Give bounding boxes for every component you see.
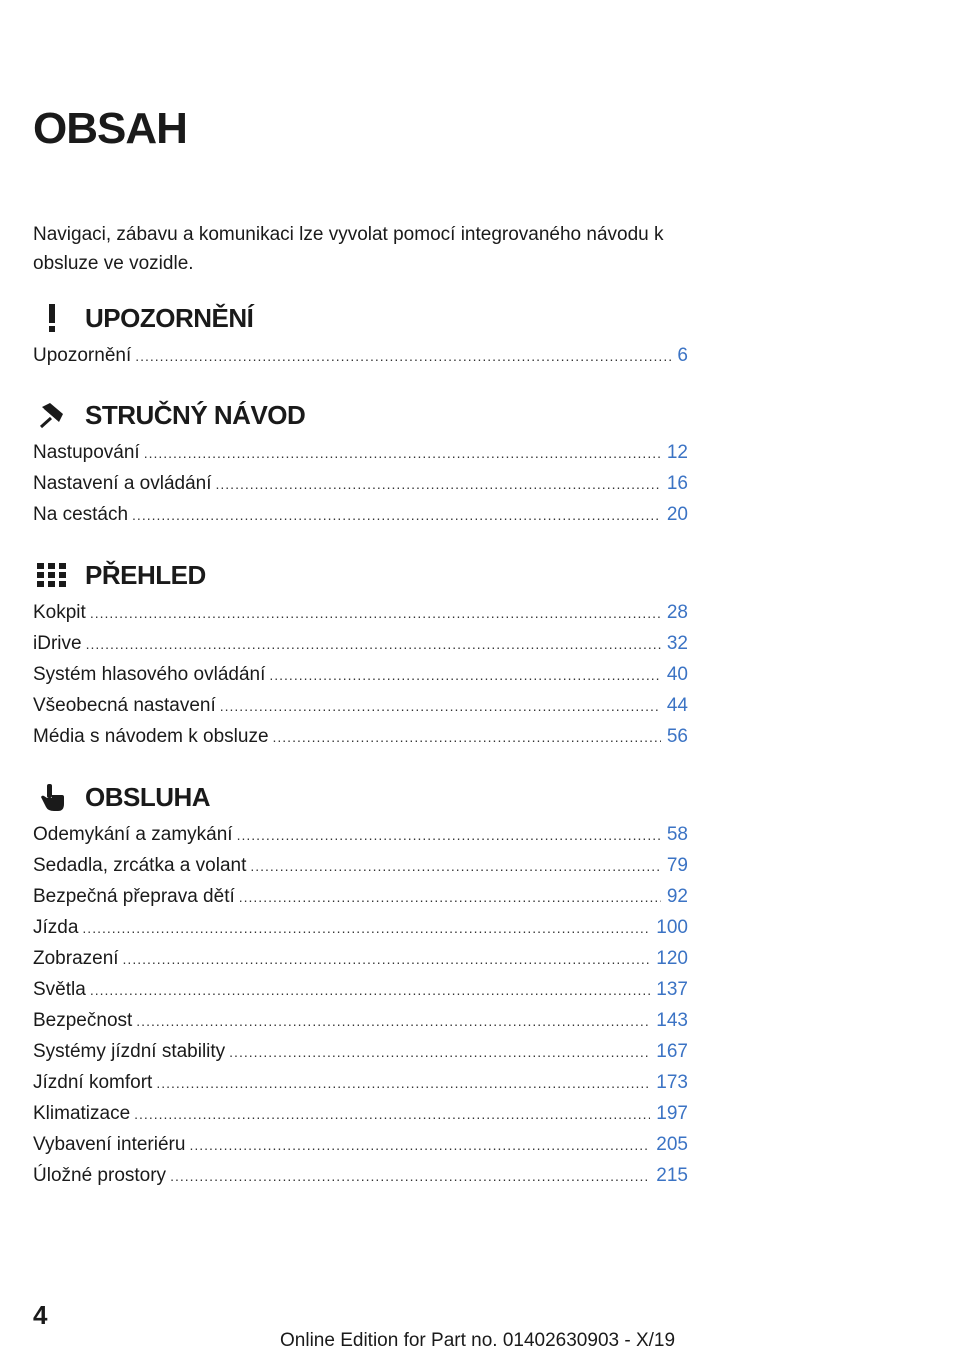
toc-entry-label: Jízdní komfort <box>33 1072 153 1093</box>
toc-leader-dots <box>269 660 660 691</box>
toc-page-link[interactable]: 58 <box>666 824 688 845</box>
toc-page-link[interactable]: 16 <box>666 473 688 494</box>
toc-entry-label: Světla <box>33 979 86 1000</box>
toc-entry-label: Kokpit <box>33 602 86 623</box>
page-number: 4 <box>33 1300 48 1330</box>
toc-entry[interactable] <box>33 597 688 628</box>
operation-hand-icon <box>35 782 69 812</box>
section-header <box>33 553 688 597</box>
toc-entry[interactable] <box>33 912 688 943</box>
section-header <box>33 296 688 340</box>
section-header <box>33 393 688 437</box>
toc-entry-label: Vybavení interiéru <box>33 1134 186 1155</box>
toc-leader-dots <box>156 1068 650 1099</box>
section-title: UPOZORNĚNÍ <box>85 302 254 333</box>
toc-leader-dots <box>123 944 651 975</box>
toc-list <box>33 340 688 371</box>
toc-entry-label: Všeobecná nastavení <box>33 695 216 716</box>
toc-entry[interactable] <box>33 659 688 690</box>
toc-entry[interactable] <box>33 468 688 499</box>
section-header <box>33 775 688 819</box>
toc-entry[interactable] <box>33 850 688 881</box>
toc-entry[interactable] <box>33 690 688 721</box>
edition-footer: Online Edition for Part no. 01402630903 - X/19 <box>280 1330 676 1351</box>
toc-entry-label: Jízda <box>33 917 79 938</box>
toc-entry[interactable] <box>33 1036 688 1067</box>
toc-entry[interactable] <box>33 1129 688 1160</box>
toc-leader-dots <box>136 1006 650 1037</box>
toc-list <box>33 819 688 1191</box>
toc-page-link[interactable]: 6 <box>677 345 688 366</box>
toc-page-link[interactable]: 32 <box>666 633 688 654</box>
toc-leader-dots <box>239 882 661 913</box>
toc-leader-dots <box>82 913 650 944</box>
toc-entry-label: Upozornění <box>33 345 132 366</box>
toc-entry[interactable] <box>33 499 688 530</box>
toc-entry-label: Nastupování <box>33 442 140 463</box>
toc-entry[interactable] <box>33 1005 688 1036</box>
overview-grid-icon <box>35 560 69 590</box>
toc-entry-label: iDrive <box>33 633 82 654</box>
toc-page-link[interactable]: 197 <box>656 1103 688 1124</box>
toc-leader-dots <box>90 598 661 629</box>
toc-leader-dots <box>132 500 661 531</box>
section-operation <box>33 775 688 1191</box>
toc-entry[interactable] <box>33 1160 688 1191</box>
toc-leader-dots <box>273 722 661 753</box>
toc-page-link[interactable]: 100 <box>656 917 688 938</box>
toc-page-link[interactable]: 120 <box>656 948 688 969</box>
toc-page-link[interactable]: 12 <box>666 442 688 463</box>
toc-leader-dots <box>237 820 661 851</box>
section-title: OBSLUHA <box>85 781 211 812</box>
toc-page-link[interactable]: 44 <box>666 695 688 716</box>
toc-entry[interactable] <box>33 881 688 912</box>
toc-list <box>33 437 688 530</box>
toc-page-link[interactable]: 92 <box>666 886 688 907</box>
toc-entry[interactable] <box>33 628 688 659</box>
toc-entry-label: Klimatizace <box>33 1103 131 1124</box>
toc-leader-dots <box>86 629 661 660</box>
toc-entry-label: Zobrazení <box>33 948 119 969</box>
toc-page-link[interactable]: 167 <box>656 1041 688 1062</box>
toc-page-link[interactable]: 56 <box>666 726 688 747</box>
toc-entry[interactable] <box>33 819 688 850</box>
toc-leader-dots <box>250 851 661 882</box>
toc-leader-dots <box>144 438 661 469</box>
toc-leader-dots <box>170 1161 650 1192</box>
toc-entry[interactable] <box>33 340 688 371</box>
toc-leader-dots <box>135 341 671 372</box>
toc-entry-label: Bezpečná přeprava dětí <box>33 886 235 907</box>
toc-entry-label: Systém hlasového ovládání <box>33 664 266 685</box>
toc-entry-label: Systémy jízdní stability <box>33 1041 226 1062</box>
toc-entry-label: Nastavení a ovládání <box>33 473 212 494</box>
toc-leader-dots <box>90 975 650 1006</box>
section-quick-guide <box>33 393 688 530</box>
toc-entry[interactable] <box>33 943 688 974</box>
toc-entry-label: Na cestách <box>33 504 129 525</box>
section-warnings <box>33 296 688 371</box>
section-title: PŘEHLED <box>85 559 206 590</box>
toc-page-link[interactable]: 143 <box>656 1010 688 1031</box>
toc-page-link[interactable]: 205 <box>656 1134 688 1155</box>
toc-entry-label: Odemykání a zamykání <box>33 824 233 845</box>
toc-page-link[interactable]: 40 <box>666 664 688 685</box>
toc-leader-dots <box>134 1099 650 1130</box>
toc-leader-dots <box>216 469 661 500</box>
toc-leader-dots <box>220 691 661 722</box>
toc-entry[interactable] <box>33 1067 688 1098</box>
toc-entry[interactable] <box>33 437 688 468</box>
toc-page-link[interactable]: 28 <box>666 602 688 623</box>
quick-guide-pin-icon <box>35 400 69 430</box>
section-overview <box>33 553 688 752</box>
toc-entry[interactable] <box>33 974 688 1005</box>
toc-entry-label: Sedadla, zrcátka a volant <box>33 855 247 876</box>
toc-entry[interactable] <box>33 1098 688 1129</box>
toc-page-link[interactable]: 20 <box>666 504 688 525</box>
toc-entry-label: Úložné prostory <box>33 1165 167 1186</box>
toc-entry-label: Bezpečnost <box>33 1010 133 1031</box>
section-title: STRUČNÝ NÁVOD <box>85 399 306 430</box>
toc-entry-label: Média s návodem k obsluze <box>33 726 269 747</box>
toc-leader-dots <box>189 1130 650 1161</box>
toc-page-link[interactable]: 137 <box>656 979 688 1000</box>
toc-page-link[interactable]: 79 <box>666 855 688 876</box>
warning-exclamation-icon <box>35 303 69 333</box>
toc-list <box>33 597 688 752</box>
page-title: OBSAH <box>33 104 187 153</box>
toc-entry[interactable] <box>33 721 688 752</box>
toc-page-link[interactable]: 173 <box>656 1072 688 1093</box>
toc-leader-dots <box>229 1037 650 1068</box>
toc-page-link[interactable]: 215 <box>656 1165 688 1186</box>
intro-text: Navigaci, zábavu a komunikaci lze vyvolat pomocí integrovaného návodu k obsluze ve vozidle. <box>33 224 664 274</box>
